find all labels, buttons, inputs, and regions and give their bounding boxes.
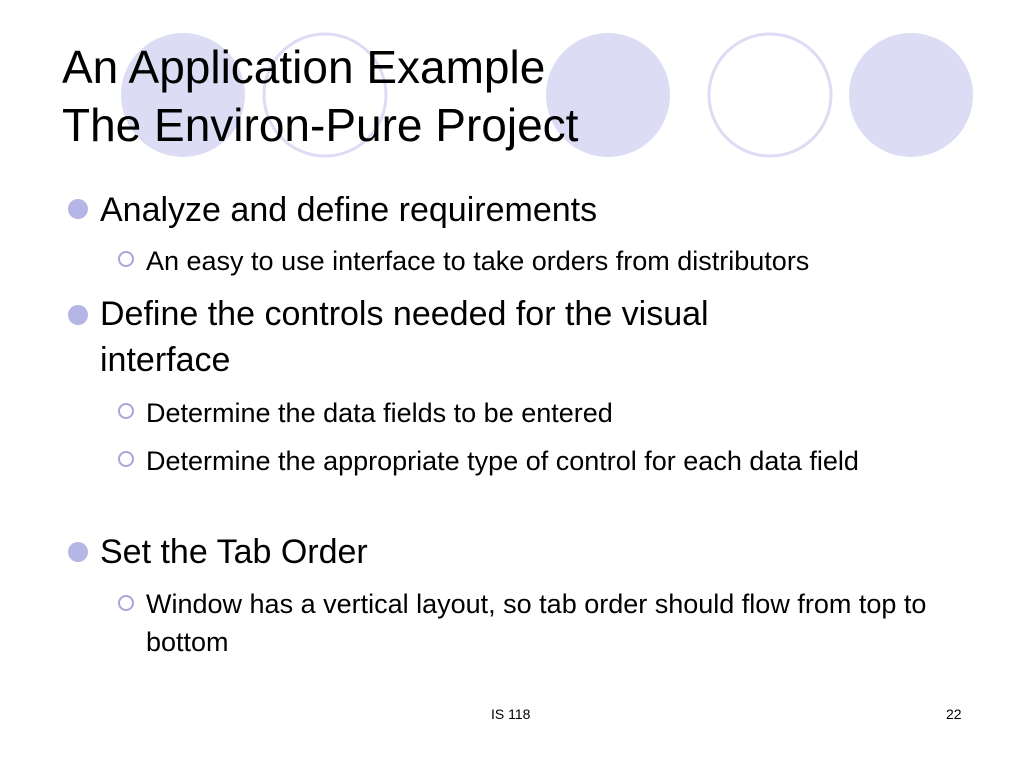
slide-number: 22 (946, 706, 962, 722)
filled-circle-bullet-icon (68, 199, 88, 219)
decor-circle-filled (849, 33, 973, 157)
filled-circle-bullet-icon (68, 305, 88, 325)
bullet-1-text: Analyze and define requirements (100, 191, 598, 229)
filled-circle-bullet-icon (68, 542, 88, 562)
slide-title (62, 38, 578, 154)
hollow-circle-bullet-icon (118, 251, 134, 267)
hollow-circle-bullet-icon (118, 451, 134, 467)
bullet-2-text: Define the controls needed for the visual interface (100, 295, 709, 379)
hollow-circle-bullet-icon (118, 595, 134, 611)
decor-circle-outline (709, 34, 831, 156)
footer-course-label: IS 118 (491, 706, 531, 722)
bullet-2-sub-1-text: Determine the data fields to be entered (146, 398, 613, 428)
bullet-2-sub-2-text: Determine the appropriate type of control for each data field (146, 446, 859, 476)
hollow-circle-bullet-icon (118, 403, 134, 419)
bullet-3-sub-1-text: Window has a vertical layout, so tab order should flow from top to bottom (146, 589, 927, 657)
bullet-1-sub-1-text: An easy to use interface to take orders from distributors (146, 246, 810, 276)
slide-title-line-2: The Environ-Pure Project (62, 99, 579, 151)
bullet-3-text: Set the Tab Order (100, 533, 368, 571)
slide-title-line-1: An Application Example (62, 41, 546, 93)
